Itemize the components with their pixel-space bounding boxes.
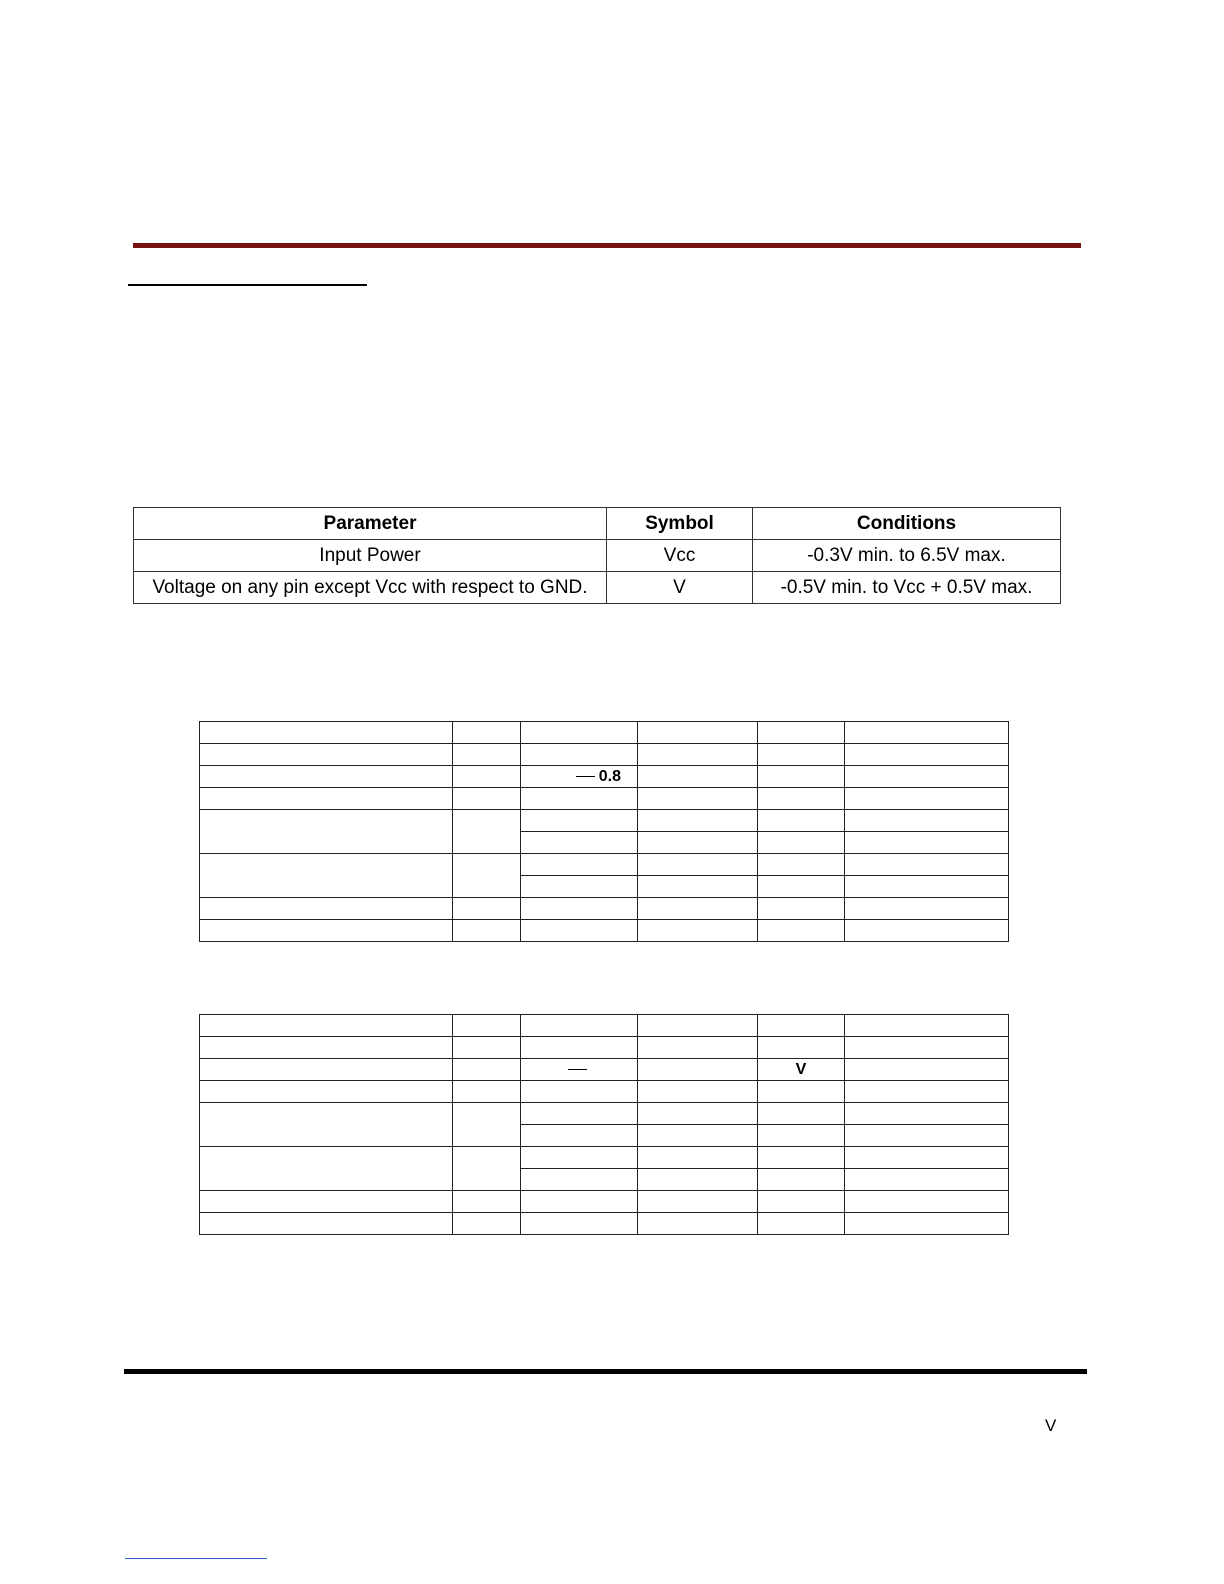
cell-symbol: Vcc: [607, 540, 753, 572]
table-row: [200, 898, 1009, 920]
header-conditions: Conditions: [753, 508, 1061, 540]
table-row: [200, 1103, 1009, 1125]
table-row: [200, 1037, 1009, 1059]
table-header-row: [134, 508, 1061, 540]
table-row: [200, 1213, 1009, 1235]
top-accent-rule: [133, 243, 1081, 248]
cell-conditions: -0.3V min. to 6.5V max.: [753, 540, 1061, 572]
cell-max-value: [521, 766, 638, 788]
dc-characteristics-grid-1: [199, 721, 1009, 942]
dc-characteristics-grid-2: [199, 1014, 1009, 1235]
table-row: [200, 854, 1009, 876]
table-row: [200, 810, 1009, 832]
value-text: 0.8: [598, 767, 621, 785]
table-row: [200, 744, 1009, 766]
table-row: [200, 1059, 1009, 1081]
footer-rule: [124, 1369, 1087, 1374]
header-parameter: Parameter: [134, 508, 607, 540]
header-symbol: Symbol: [607, 508, 753, 540]
cell-unit: V: [758, 1059, 845, 1081]
table-row: [200, 1147, 1009, 1169]
dash-mark: [568, 1069, 587, 1070]
table-row: [134, 572, 1061, 604]
cell-symbol: V: [607, 572, 753, 604]
dash-mark: [576, 776, 595, 777]
section-heading-underline: [128, 284, 367, 286]
footer-version-text: V: [1045, 1416, 1057, 1435]
absolute-maximum-ratings-table: [133, 507, 1061, 604]
cell-dash: [521, 1059, 638, 1081]
footer-link-underline[interactable]: [125, 1558, 267, 1559]
table-row: [200, 722, 1009, 744]
cell-conditions: -0.5V min. to Vcc + 0.5V max.: [753, 572, 1061, 604]
table-row: [200, 1081, 1009, 1103]
table-row: [200, 788, 1009, 810]
table-row: [200, 920, 1009, 942]
table-row: [200, 1015, 1009, 1037]
table-row: [134, 540, 1061, 572]
table-row: [200, 1191, 1009, 1213]
table-row: [200, 766, 1009, 788]
cell-parameter: Voltage on any pin except Vcc with respect to GND.: [134, 572, 607, 604]
cell-parameter: Input Power: [134, 540, 607, 572]
